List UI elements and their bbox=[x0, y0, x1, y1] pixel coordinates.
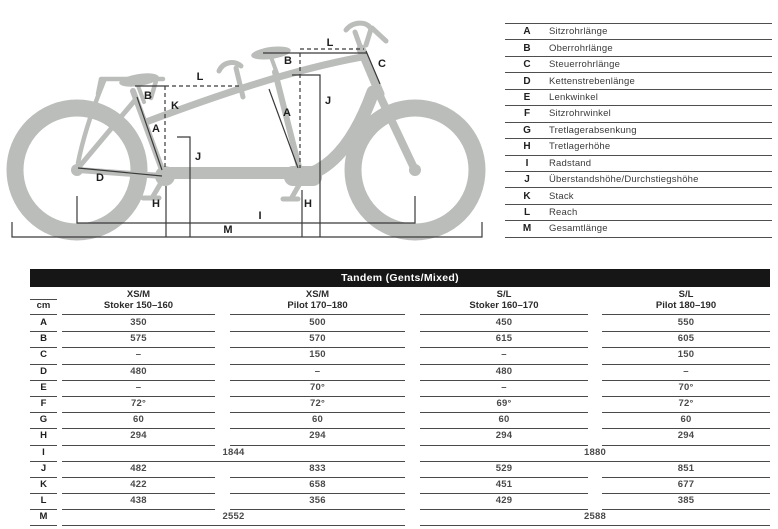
row-value: 422 bbox=[62, 477, 215, 494]
rear-j-line bbox=[177, 137, 190, 237]
row-value: 677 bbox=[602, 477, 770, 494]
row-value: – bbox=[420, 347, 588, 364]
row-value: 294 bbox=[420, 428, 588, 445]
legend-label: Oberrohrlänge bbox=[549, 42, 613, 54]
legend-row bbox=[505, 40, 772, 56]
column-rider: Stoker 150–160 bbox=[103, 300, 174, 311]
legend-label: Tretlagerhöhe bbox=[549, 141, 611, 153]
label-rear-k: K bbox=[171, 100, 179, 112]
row-value: 70° bbox=[230, 380, 405, 397]
row-value: 72° bbox=[230, 396, 405, 413]
row-key: B bbox=[30, 331, 57, 348]
label-rear-l: L bbox=[196, 71, 204, 83]
column-rider: Pilot 180–190 bbox=[655, 300, 717, 311]
row-value: 356 bbox=[230, 493, 405, 510]
label-front-b: B bbox=[284, 55, 292, 67]
row-value: 575 bbox=[62, 331, 215, 348]
row-value: – bbox=[62, 347, 215, 364]
row-value: 615 bbox=[420, 331, 588, 348]
column-size: XS/M bbox=[305, 289, 330, 300]
row-key: J bbox=[30, 461, 57, 478]
label-rear-h: H bbox=[152, 198, 160, 210]
table-row bbox=[30, 315, 770, 331]
column-size: XS/M bbox=[126, 289, 151, 300]
legend-label: Kettenstrebenlänge bbox=[549, 75, 635, 87]
label-front-c: C bbox=[378, 58, 386, 70]
label-front-a: A bbox=[283, 107, 291, 119]
row-value: 72° bbox=[62, 396, 215, 413]
legend-row bbox=[505, 57, 772, 73]
bike-geometry-diagram bbox=[0, 0, 500, 262]
column-rider: Pilot 170–180 bbox=[287, 300, 348, 311]
row-value: 550 bbox=[602, 315, 770, 332]
row-value: 60 bbox=[602, 412, 770, 429]
legend-label: Sitzrohrlänge bbox=[549, 26, 608, 38]
label-rear-a: A bbox=[152, 123, 160, 135]
label-m: M bbox=[223, 224, 233, 236]
handlebar bbox=[346, 23, 386, 46]
legend-row bbox=[505, 24, 772, 40]
column-header bbox=[230, 287, 405, 315]
legend-row bbox=[505, 90, 772, 106]
column-header bbox=[62, 287, 215, 315]
row-value: 294 bbox=[602, 428, 770, 445]
legend-row bbox=[505, 106, 772, 122]
legend-row bbox=[505, 139, 772, 155]
legend-label: Steuerrohrlänge bbox=[549, 59, 621, 71]
row-value: 451 bbox=[420, 477, 588, 494]
row-value: – bbox=[230, 364, 405, 381]
legend-key: L bbox=[523, 207, 531, 219]
legend-label: Gesamtlänge bbox=[549, 223, 608, 235]
label-front-l: L bbox=[326, 37, 334, 49]
row-value: 60 bbox=[230, 412, 405, 429]
row-value: 385 bbox=[602, 493, 770, 510]
row-value: 70° bbox=[602, 380, 770, 397]
label-rear-j: J bbox=[194, 151, 202, 163]
table-body bbox=[30, 315, 770, 525]
legend-key: A bbox=[523, 26, 531, 38]
row-value: 605 bbox=[602, 331, 770, 348]
row-key: C bbox=[30, 347, 57, 364]
legend-key: I bbox=[525, 157, 529, 169]
row-value: 72° bbox=[602, 396, 770, 413]
table-header-row bbox=[30, 287, 770, 315]
legend-row bbox=[505, 123, 772, 139]
geometry-table bbox=[30, 269, 770, 525]
row-value: – bbox=[420, 380, 588, 397]
row-value: 69° bbox=[420, 396, 588, 413]
row-value: 350 bbox=[62, 315, 215, 332]
row-key: E bbox=[30, 380, 57, 397]
row-value: 851 bbox=[602, 461, 770, 478]
row-value: 60 bbox=[420, 412, 588, 429]
row-value-span: 2588 bbox=[420, 509, 770, 526]
column-rider: Stoker 160–170 bbox=[469, 300, 539, 311]
legend-table bbox=[505, 23, 772, 238]
table-row bbox=[30, 509, 770, 525]
row-value: 60 bbox=[62, 412, 215, 429]
legend-key: D bbox=[523, 75, 531, 87]
row-key: L bbox=[30, 493, 57, 510]
row-value: 438 bbox=[62, 493, 215, 510]
row-value: – bbox=[62, 380, 215, 397]
row-key: M bbox=[30, 509, 57, 526]
legend-key: G bbox=[523, 124, 531, 136]
legend-row bbox=[505, 172, 772, 188]
row-key: A bbox=[30, 315, 57, 332]
table-row bbox=[30, 428, 770, 444]
unit-header: cm bbox=[30, 287, 57, 315]
row-value: 480 bbox=[62, 364, 215, 381]
legend-label: Überstandshöhe/Durchstiegshöhe bbox=[549, 174, 699, 186]
label-rear-b: B bbox=[144, 90, 152, 102]
column-size: S/L bbox=[678, 289, 694, 300]
legend-key: E bbox=[523, 91, 531, 103]
legend-label: Sitzrohrwinkel bbox=[549, 108, 611, 120]
row-value: 658 bbox=[230, 477, 405, 494]
legend-key: K bbox=[523, 190, 531, 202]
bike-silhouette bbox=[15, 23, 477, 232]
row-key: F bbox=[30, 396, 57, 413]
row-value-span: 1844 bbox=[62, 445, 405, 462]
label-d: D bbox=[96, 172, 104, 184]
label-i: I bbox=[258, 210, 262, 222]
table-row bbox=[30, 493, 770, 509]
legend-label: Reach bbox=[549, 207, 578, 219]
row-key: K bbox=[30, 477, 57, 494]
legend-row bbox=[505, 205, 772, 221]
column-header bbox=[602, 287, 770, 315]
table-row bbox=[30, 364, 770, 380]
row-value: 450 bbox=[420, 315, 588, 332]
row-value-span: 1880 bbox=[420, 445, 770, 462]
label-front-j: J bbox=[324, 95, 332, 107]
row-value: – bbox=[602, 364, 770, 381]
top-tube bbox=[146, 57, 362, 122]
legend-row bbox=[505, 188, 772, 204]
legend-row bbox=[505, 73, 772, 89]
legend-key: J bbox=[524, 174, 530, 186]
pilot-seat-tube bbox=[275, 72, 301, 175]
table-row bbox=[30, 380, 770, 396]
row-value: 480 bbox=[420, 364, 588, 381]
table-row bbox=[30, 477, 770, 493]
row-value: 294 bbox=[230, 428, 405, 445]
row-value: 833 bbox=[230, 461, 405, 478]
row-value: 294 bbox=[62, 428, 215, 445]
row-key: H bbox=[30, 428, 57, 445]
row-value: 429 bbox=[420, 493, 588, 510]
legend-row bbox=[505, 221, 772, 237]
legend-key: C bbox=[523, 59, 531, 71]
row-value: 150 bbox=[602, 347, 770, 364]
column-header bbox=[420, 287, 588, 315]
legend-label: Stack bbox=[549, 190, 574, 202]
row-value: 570 bbox=[230, 331, 405, 348]
table-title-bar bbox=[30, 269, 770, 287]
table-row bbox=[30, 445, 770, 461]
column-size: S/L bbox=[496, 289, 512, 300]
table-row bbox=[30, 412, 770, 428]
row-key: D bbox=[30, 364, 57, 381]
row-key: G bbox=[30, 412, 57, 429]
legend-label: Radstand bbox=[549, 157, 592, 169]
legend-row bbox=[505, 156, 772, 172]
table-title: Tandem (Gents/Mixed) bbox=[341, 272, 459, 284]
table-row bbox=[30, 347, 770, 363]
table-row bbox=[30, 396, 770, 412]
row-value-span: 2552 bbox=[62, 509, 405, 526]
row-value: 529 bbox=[420, 461, 588, 478]
legend-key: F bbox=[523, 108, 531, 120]
legend-label: Lenkwinkel bbox=[549, 91, 598, 103]
legend-label: Tretlagerabsenkung bbox=[549, 124, 637, 136]
row-value: 150 bbox=[230, 347, 405, 364]
row-value: 482 bbox=[62, 461, 215, 478]
legend-key: H bbox=[523, 141, 531, 153]
legend-key: B bbox=[523, 42, 531, 54]
legend-key: M bbox=[522, 223, 532, 235]
row-key: I bbox=[30, 445, 57, 462]
row-value: 500 bbox=[230, 315, 405, 332]
table-row bbox=[30, 461, 770, 477]
label-front-h: H bbox=[304, 198, 312, 210]
table-row bbox=[30, 331, 770, 347]
